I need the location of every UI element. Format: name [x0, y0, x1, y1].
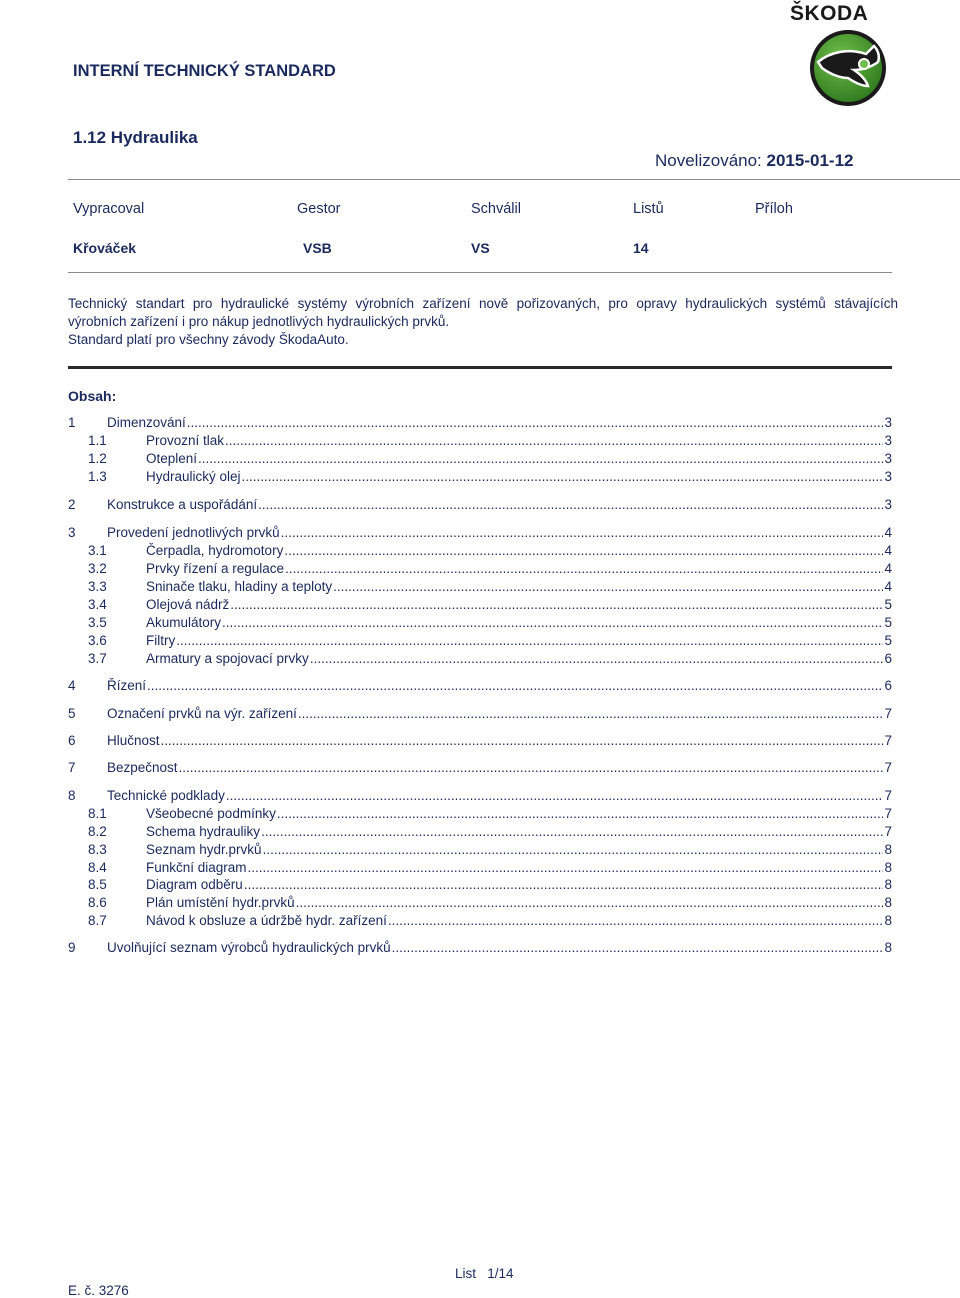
toc-entry-title: Filtry — [146, 633, 176, 648]
toc-entry-title: Hydraulický olej — [146, 469, 241, 484]
toc-entry[interactable] — [0, 841, 892, 858]
toc-entry-page: 7 — [884, 760, 892, 775]
toc-leader-dots — [261, 823, 883, 840]
revision-label: Novelizováno: — [655, 151, 762, 170]
toc-leader-dots — [187, 414, 884, 431]
toc-entry-page: 3 — [884, 433, 892, 448]
toc-leader-dots — [285, 560, 883, 577]
toc-entry[interactable] — [0, 614, 892, 631]
toc-heading: Obsah: — [68, 388, 117, 404]
toc-entry-title: Akumulátory — [146, 615, 222, 630]
toc-leader-dots — [392, 939, 884, 956]
toc-entry[interactable] — [0, 859, 892, 876]
toc-entry-number: 4 — [68, 678, 76, 693]
toc-entry-title: Armatury a spojovací prvky — [146, 651, 309, 666]
toc-entry-page: 8 — [884, 913, 892, 928]
toc-entry-page: 7 — [884, 706, 892, 721]
toc-entry-title: Označení prvků na výr. zařízení — [107, 706, 297, 721]
toc-leader-dots — [161, 732, 884, 749]
brand-wordmark: ŠKODA — [790, 2, 869, 25]
toc-leader-dots — [244, 876, 884, 893]
toc-entry-number: 8.3 — [88, 842, 107, 857]
toc-entry-title: Seznam hydr.prvků — [146, 842, 262, 857]
toc-entry-page: 4 — [884, 543, 892, 558]
toc-leader-dots — [298, 705, 884, 722]
table-divider — [68, 272, 892, 273]
toc-leader-dots — [284, 542, 883, 559]
toc-entry-number: 3.5 — [88, 615, 107, 630]
skoda-logo-icon — [808, 28, 888, 108]
intro-paragraph-scope: Technický standart pro hydraulické systémy výrobních zařízení nově pořizovaných, pro opravy hydraulických systémů stávajících výrobních zařízení i pro nákup jednotlivých hydraulických prvků. — [68, 296, 898, 329]
label-approved-by: Schválil — [471, 201, 521, 217]
toc-entry-number: 5 — [68, 706, 76, 721]
toc-entry-title: Oteplení — [146, 451, 198, 466]
toc-entry[interactable] — [0, 912, 892, 929]
toc-entry-title: Provedení jednotlivých prvků — [107, 525, 280, 540]
toc-leader-dots — [258, 496, 883, 513]
toc-entry-number: 3.6 — [88, 633, 107, 648]
toc-entry-page: 5 — [884, 633, 892, 648]
toc-entry-title: Prvky řízení a regulace — [146, 561, 285, 576]
toc-leader-dots — [226, 787, 884, 804]
toc-entry-number: 8.4 — [88, 860, 107, 875]
toc-entry[interactable] — [0, 805, 892, 822]
toc-entry-page: 3 — [884, 497, 892, 512]
toc-entry-title: Čerpadla, hydromotory — [146, 543, 284, 558]
toc-entry[interactable] — [0, 450, 892, 467]
revision-line — [655, 151, 853, 171]
toc-leader-dots — [147, 677, 883, 694]
toc-entry-title: Plán umístění hydr.prvků — [146, 895, 295, 910]
toc-entry-title: Sninače tlaku, hladiny a teploty — [146, 579, 333, 594]
toc-entry-page: 5 — [884, 597, 892, 612]
toc-entry-title: Bezpečnost — [107, 760, 178, 775]
toc-entry-number: 3.3 — [88, 579, 107, 594]
toc-entry-number: 1.1 — [88, 433, 107, 448]
toc-leader-dots — [225, 432, 883, 449]
toc-entry[interactable] — [0, 650, 892, 667]
toc-entry-number: 3 — [68, 525, 76, 540]
toc-entry-number: 1 — [68, 415, 76, 430]
toc-entry[interactable] — [0, 705, 892, 722]
toc-leader-dots — [281, 524, 884, 541]
toc-entry[interactable] — [0, 496, 892, 513]
toc-leader-dots — [242, 468, 884, 485]
toc-leader-dots — [388, 912, 884, 929]
toc-entry-page: 6 — [884, 651, 892, 666]
toc-entry-title: Uvolňující seznam výrobců hydraulických prvků — [107, 940, 391, 955]
header-divider — [68, 179, 960, 180]
toc-entry-page: 8 — [884, 842, 892, 857]
toc-entry-number: 9 — [68, 940, 76, 955]
toc-entry[interactable] — [0, 876, 892, 893]
toc-entry-number: 2 — [68, 497, 76, 512]
toc-entry-page: 8 — [884, 940, 892, 955]
toc-entry-title: Hlučnost — [107, 733, 160, 748]
toc-leader-dots — [230, 596, 883, 613]
toc-entry-title: Diagram odběru — [146, 877, 243, 892]
label-prepared-by: Vypracoval — [73, 201, 145, 217]
toc-leader-dots — [179, 759, 884, 776]
intro-paragraph-validity: Standard platí pro všechny závody ŠkodaAuto. — [68, 332, 349, 347]
document-type: INTERNÍ TECHNICKÝ STANDARD — [73, 62, 336, 80]
toc-entry-number: 7 — [68, 760, 76, 775]
toc-entry-page: 3 — [884, 451, 892, 466]
toc-entry-title: Technické podklady — [107, 788, 225, 803]
toc-entry-title: Funkční diagram — [146, 860, 247, 875]
toc-entry[interactable] — [0, 542, 892, 559]
toc-leader-dots — [333, 578, 883, 595]
toc-entry-title: Konstrukce a uspořádání — [107, 497, 258, 512]
toc-entry-page: 3 — [884, 469, 892, 484]
toc-leader-dots — [310, 650, 884, 667]
toc-entry[interactable] — [0, 939, 892, 956]
value-owner: VSB — [303, 240, 332, 256]
toc-entry-number: 3.4 — [88, 597, 107, 612]
toc-entry[interactable] — [0, 632, 892, 649]
toc-entry-number: 3.2 — [88, 561, 107, 576]
toc-entry[interactable] — [0, 677, 892, 694]
toc-entry-page: 4 — [884, 561, 892, 576]
toc-entry-title: Návod k obsluze a údržbě hydr. zařízení — [146, 913, 387, 928]
label-owner: Gestor — [297, 201, 341, 217]
toc-leader-dots — [277, 805, 884, 822]
toc-entry[interactable] — [0, 894, 892, 911]
toc-entry-number: 1.2 — [88, 451, 107, 466]
toc-entry-title: Schema hydrauliky — [146, 824, 261, 839]
toc-entry-page: 7 — [884, 733, 892, 748]
label-sheets: Listů — [633, 201, 664, 217]
toc-leader-dots — [222, 614, 883, 631]
page-title: 1.12 Hydraulika — [73, 128, 198, 147]
toc-entry-page: 7 — [884, 788, 892, 803]
toc-entry-number: 8 — [68, 788, 76, 803]
toc-entry[interactable] — [0, 432, 892, 449]
toc-entry-page: 8 — [884, 860, 892, 875]
toc-entry-number: 3.1 — [88, 543, 107, 558]
toc-leader-dots — [176, 632, 883, 649]
toc-entry-number: 8.2 — [88, 824, 107, 839]
toc-entry-title: Všeobecné podmínky — [146, 806, 276, 821]
toc-entry-number: 8.7 — [88, 913, 107, 928]
toc-entry[interactable] — [0, 414, 892, 431]
toc-entry-number: 1.3 — [88, 469, 107, 484]
document-number: E. č. 3276 — [68, 1283, 129, 1298]
toc-entry[interactable] — [0, 596, 892, 613]
toc-entry[interactable] — [0, 524, 892, 541]
page-number: 1/14 — [487, 1266, 514, 1281]
page-indicator — [455, 1266, 514, 1281]
toc-entry[interactable] — [0, 787, 892, 804]
toc-entry-page: 3 — [884, 415, 892, 430]
revision-date: 2015-01-12 — [766, 151, 854, 170]
toc-entry-number: 6 — [68, 733, 76, 748]
value-sheets: 14 — [633, 240, 649, 256]
toc-entry-page: 4 — [884, 579, 892, 594]
toc-entry-page: 7 — [884, 824, 892, 839]
value-approved-by: VS — [471, 240, 490, 256]
toc-entry[interactable] — [0, 759, 892, 776]
toc-entry-page: 6 — [884, 678, 892, 693]
toc-entry-page: 5 — [884, 615, 892, 630]
section-divider — [68, 366, 892, 369]
toc-entry-page: 8 — [884, 895, 892, 910]
toc-entry-page: 7 — [884, 806, 892, 821]
toc-entry-title: Řízení — [107, 678, 147, 693]
page-label: List — [455, 1266, 477, 1281]
toc-entry-number: 8.5 — [88, 877, 107, 892]
toc-entry-number: 3.7 — [88, 651, 107, 666]
label-attachments: Příloh — [755, 201, 793, 217]
toc-entry[interactable] — [0, 468, 892, 485]
toc-entry-title: Olejová nádrž — [146, 597, 230, 612]
toc-entry[interactable] — [0, 732, 892, 749]
toc-entry-title: Provozní tlak — [146, 433, 225, 448]
value-prepared-by: Křováček — [73, 240, 137, 256]
toc-leader-dots — [263, 841, 884, 858]
toc-leader-dots — [248, 859, 884, 876]
toc-leader-dots — [296, 894, 884, 911]
toc-entry-page: 8 — [884, 877, 892, 892]
toc-leader-dots — [198, 450, 883, 467]
toc-entry-title: Dimenzování — [107, 415, 186, 430]
toc-entry-number: 8.6 — [88, 895, 107, 910]
toc-entry[interactable] — [0, 560, 892, 577]
toc-entry[interactable] — [0, 578, 892, 595]
toc-entry-page: 4 — [884, 525, 892, 540]
toc-entry-number: 8.1 — [88, 806, 107, 821]
intro-text — [68, 295, 898, 349]
toc-entry[interactable] — [0, 823, 892, 840]
